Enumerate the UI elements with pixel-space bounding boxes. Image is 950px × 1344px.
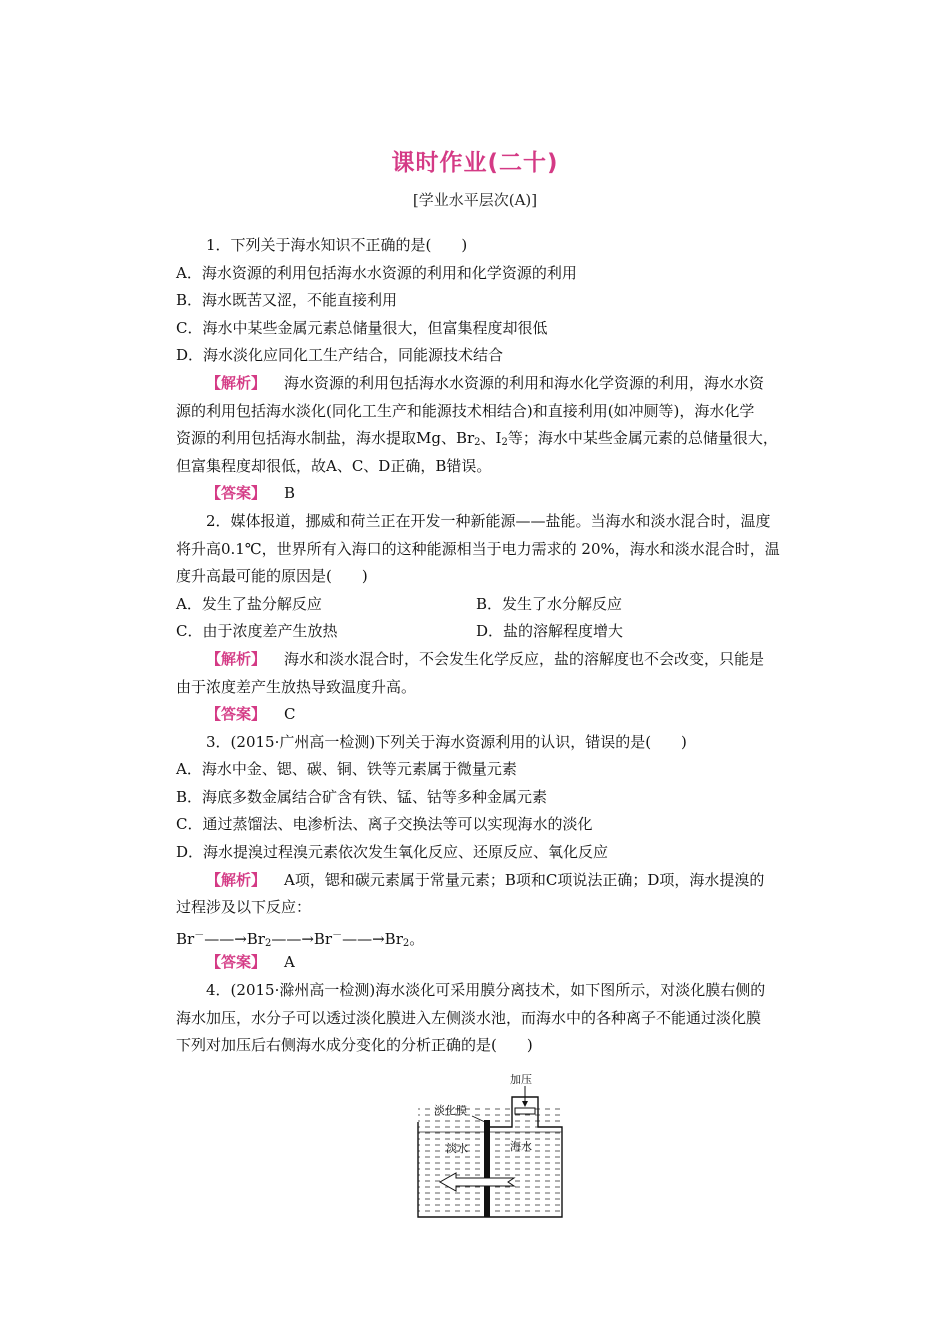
analysis-tag: 【解析】 [206,870,267,889]
questions [176,232,806,1060]
q3-option-c: C．通过蒸馏法、电渗析法、离子交换法等可以实现海水的淡化 [176,815,593,834]
q3-equation: $Br^-——\to Br_2——\to Br^-——\to Br_2$。 [176,929,425,949]
q1-option-b: B．海水既苦又涩，不能直接利用 [176,291,398,310]
q3-stem: 3．(2015·广州高一检测)下列关于海水资源利用的认识，错误的是( ) [206,732,687,751]
q2-option-a: A．发生了盐分解反应 [176,594,322,613]
q1-analysis-line-1: 【解析】 海水资源的利用包括海水水资源的利用和海水化学资源的利用，海水水资 [206,373,765,392]
q2-stem-line-1: 2．媒体报道，挪威和荷兰正在开发一种新能源——盐能。当海水和淡水混合时，温度 [206,511,771,530]
q1-answer: 【答案】 B [206,484,296,503]
analysis-tag: 【解析】 [206,373,267,392]
q3-option-b: B．海底多数金属结合矿含有铁、锰、钴等多种金属元素 [176,787,548,806]
answer-tag: 【答案】 [206,705,267,724]
page-title: 课时作业(二十) [391,150,559,176]
membrane-desalination-diagram [414,1070,566,1220]
q2-options-row-1 [176,591,806,619]
fresh-water-label: 淡水 [446,1142,468,1155]
q4-stem-line-3: 下列对加压后右侧海水成分变化的分析正确的是( ) [176,1036,533,1055]
q2-analysis-line-1: 【解析】 海水和淡水混合时，不会发生化学反应，盐的溶解度也不会改变，只能是 [206,649,765,668]
q2-option-d: D．盐的溶解程度增大 [476,622,624,641]
q1-option-c: C．海水中某些金属元素总储量很大，但富集程度却很低 [176,318,548,337]
pressure-label: 加压 [510,1073,532,1086]
piston [515,1108,535,1114]
q3-option-a: A．海水中金、锶、碳、铜、铁等元素属于微量元素 [176,760,517,779]
analysis-tag: 【解析】 [206,649,267,668]
q2-stem-line-2: 将升高0.1℃，世界所有入海口的这种能源相当于电力需求的 20%，海水和淡水混合时，温 [176,539,780,558]
q3-analysis-line-2: 过程涉及以下反应： [176,898,312,917]
q1-option-a: A．海水资源的利用包括海水水资源的利用和化学资源的利用 [176,263,577,282]
q2-analysis-line-2: 由于浓度差产生放热导致温度升高。 [176,677,417,696]
q1-analysis-line-3: 资源的利用包括海水制盐，海水提取Mg、$Br_2$、$I_2$等；海水中某些金属元素的总储量很大， [176,429,778,449]
q2-option-c: C．由于浓度差产生放热 [176,622,338,641]
q4-stem-line-2: 海水加压，水分子可以透过淡化膜进入左侧淡水池，而海水中的各种离子不能通过淡化膜 [176,1008,762,1027]
q1-analysis-line-2: 源的利用包括海水淡化(同化工生产和能源技术相结合)和直接利用(如冲厕等)，海水化学 [176,401,755,420]
q2-option-b: B．发生了水分解反应 [476,594,623,613]
answer-tag: 【答案】 [206,953,267,972]
q4-stem-line-1: 4．(2015·滁州高一检测)海水淡化可采用膜分离技术，如下图所示，对淡化膜右侧的 [206,981,766,1000]
q3-analysis-line-1: 【解析】 A项，锶和碳元素属于常量元素；B项和C项说法正确；D项，海水提溴的 [206,870,765,889]
q2-options-row-2 [176,618,806,646]
answer-tag: 【答案】 [206,484,267,503]
q2-answer: 【答案】 C [206,705,296,724]
membrane [484,1120,490,1217]
q3-answer: 【答案】 A [206,953,295,972]
sea-water-label: 海水 [510,1140,532,1153]
q3-option-d: D．海水提溴过程溴元素依次发生氧化反应、还原反应、氧化反应 [176,843,609,862]
q1-analysis-line-4: 但富集程度却很低，故A、C、D正确，B错误。 [176,456,492,475]
section-subtitle: [学业水平层次(A)] [412,191,538,209]
q1-option-d: D．海水淡化应同化工生产结合，同能源技术结合 [176,346,504,365]
q1-stem: 1．下列关于海水知识不正确的是( ) [206,236,468,254]
membrane-label: 淡化膜 [434,1104,467,1117]
q2-stem-line-3: 度升高最可能的原因是( ) [176,567,368,586]
